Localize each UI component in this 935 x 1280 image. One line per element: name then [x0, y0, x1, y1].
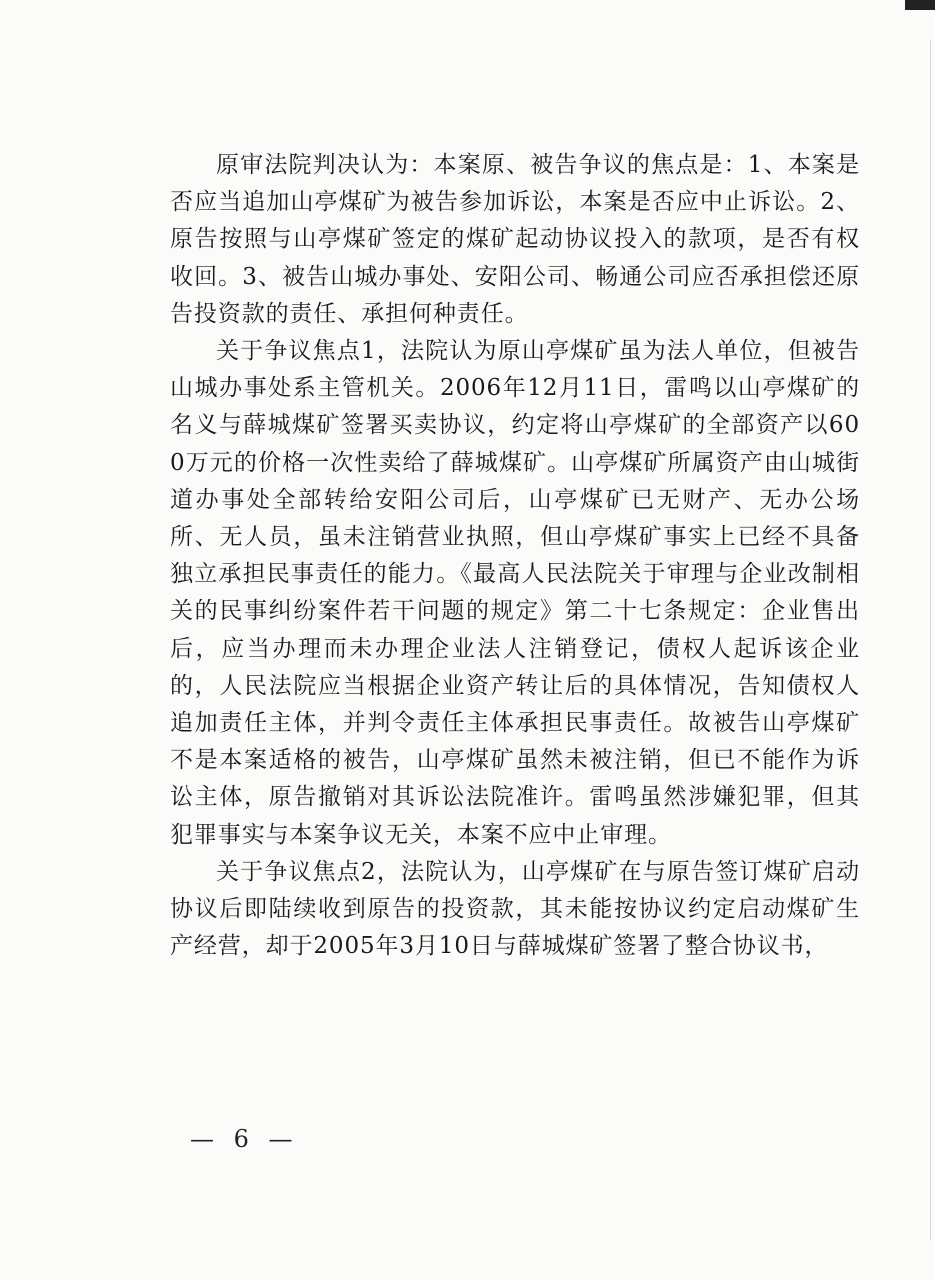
scan-edge-mark — [905, 0, 935, 10]
paragraph-dispute-focus-1: 关于争议焦点1，法院认为原山亭煤矿虽为法人单位，但被告山城办事处系主管机关。2006年12月11日，雷鸣以山亭煤矿的名义与薛城煤矿签署买卖协议，约定将山亭煤矿的全部资产以600万元的价格一次性卖给了薛城煤矿。山亭煤矿所属资产由山城街道办事处全部转给安阳公司后，山亭煤矿已无财产、无办公场所、无人员，虽未注销营业执照，但山亭煤矿事实上已经不具备独立承担民事责任的能力。《最高人民法院关于审理与企业改制相关的民事纠纷案件若干问题的规定》第二十七条规定：企业售出后，应当办理而未办理企业法人注销登记，债权人起诉该企业的，人民法院应当根据企业资产转让后的具体情况，告知债权人追加责任主体，并判令责任主体承担民事责任。故被告山亭煤矿不是本案适格的被告，山亭煤矿虽然未被注销，但已不能作为诉讼主体，原告撤销对其诉讼法院准许。雷鸣虽然涉嫌犯罪，但其犯罪事实与本案争议无关，本案不应中止审理。 — [170, 338, 860, 848]
document-body — [170, 147, 860, 965]
paragraph-original-judgment: 原审法院判决认为：本案原、被告争议的焦点是：1、本案是否应当追加山亭煤矿为被告参加诉讼，本案是否应中止诉讼。2、原告按照与山亭煤矿签定的煤矿起动协议投入的款项，是否有权收回。3、被告山城办事处、安阳公司、畅通公司应否承担偿还原告投资款的责任、承担何种责任。 — [170, 152, 860, 327]
paragraph-dispute-focus-2: 关于争议焦点2，法院认为，山亭煤矿在与原告签订煤矿启动协议后即陆续收到原告的投资款，其未能按协议约定启动煤矿生产经营，却于2005年3月10日与薛城煤矿签署了整合协议书， — [170, 858, 860, 960]
page-number: — 6 — — [190, 1125, 299, 1153]
scan-edge-line — [930, 40, 931, 1240]
